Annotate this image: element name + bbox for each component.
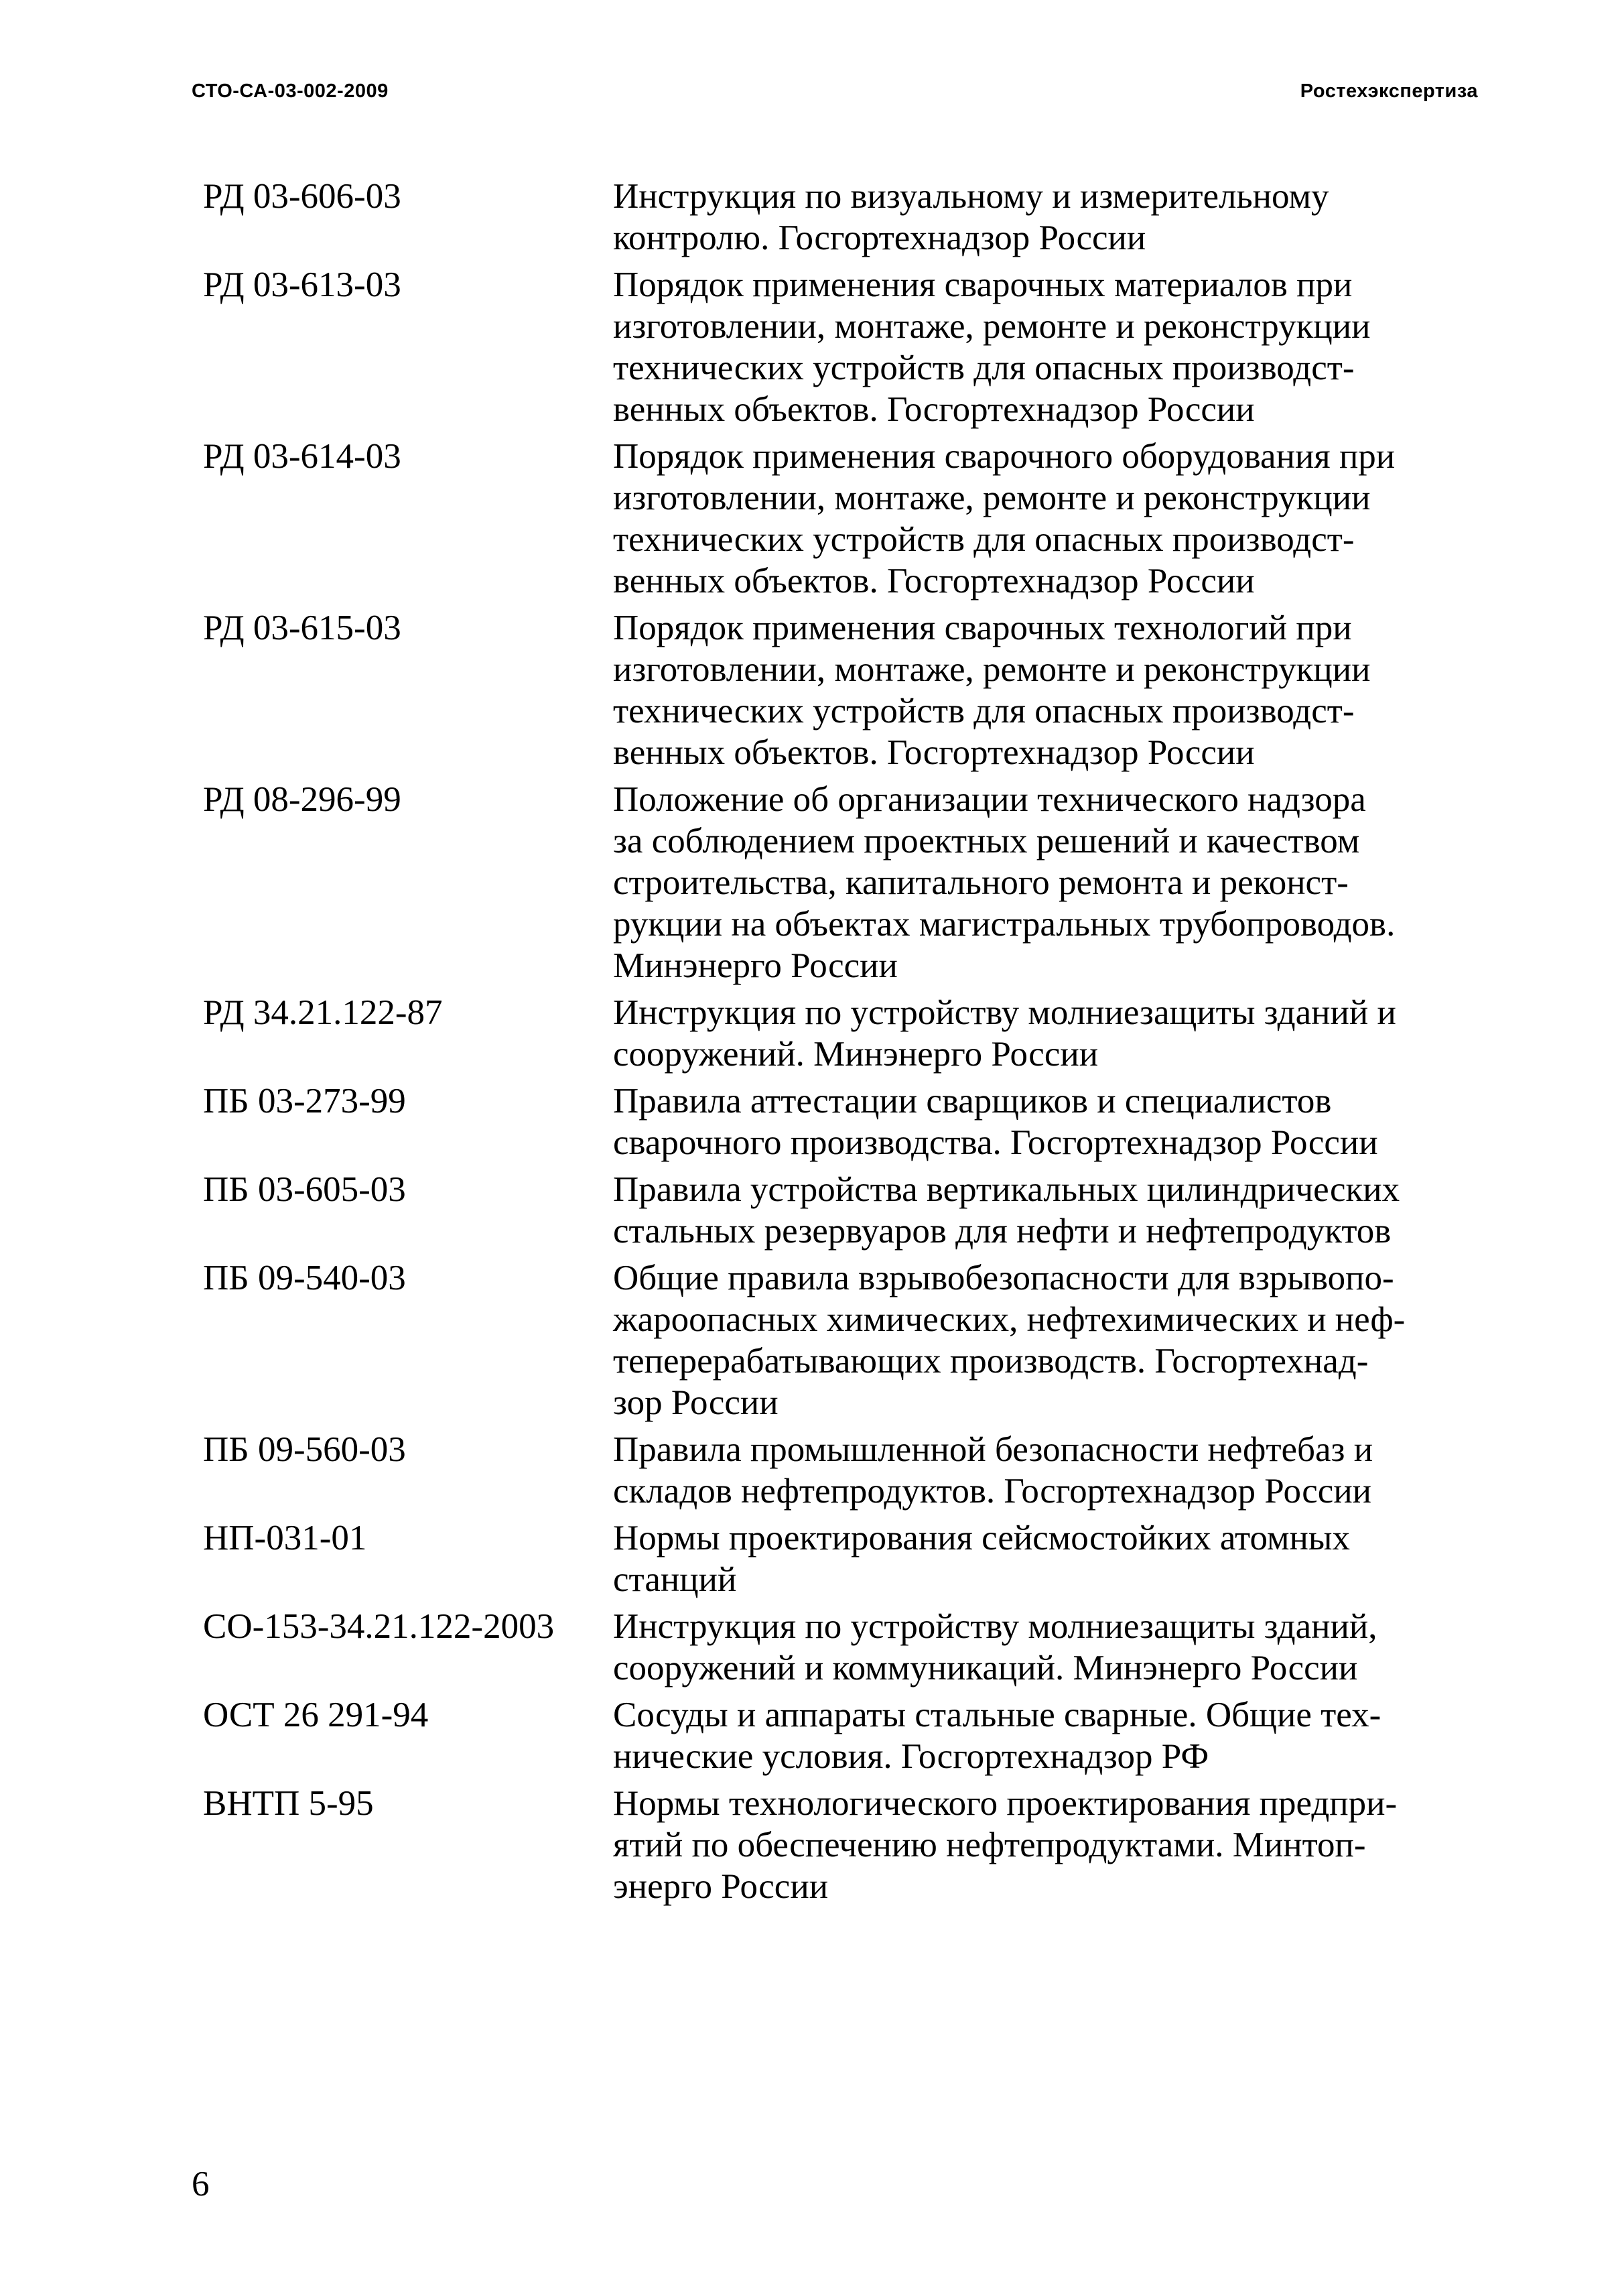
- reference-title: Порядок применения сварочных технологий при изготовлении, монтаже, ремонте и реконструкции технических устройств для опасных производст- венных объектов. Госгортехнадзор России: [613, 609, 1371, 772]
- reference-item: [203, 176, 1493, 259]
- reference-title: Правила промышленной безопасности нефтебаз и складов нефтепродуктов. Госгортехнадзор России: [613, 1430, 1373, 1511]
- reference-code: ПБ 09-540-03: [203, 1259, 406, 1297]
- reference-item: [203, 1783, 1493, 1907]
- reference-title: Инструкция по визуальному и измерительному контролю. Госгортехнадзор России: [613, 177, 1329, 257]
- reference-code: РД 03-615-03: [203, 609, 401, 647]
- page-header: [192, 75, 1478, 107]
- reference-item: [203, 436, 1493, 602]
- organization-name: Ростехэкспертиза: [1300, 80, 1478, 102]
- reference-code: ВНТП 5-95: [203, 1784, 374, 1823]
- reference-title: Нормы проектирования сейсмостойких атомных станций: [613, 1519, 1350, 1599]
- reference-item: [203, 1080, 1493, 1163]
- reference-title: Положение об организации технического надзора за соблюдением проектных решений и качеством строительства, капитального ремонта и реконст- рукции на объектах магистральных трубопроводов. Минэнерго России: [613, 780, 1396, 985]
- reference-title: Порядок применения сварочного оборудования при изготовлении, монтаже, ремонте и реконструкции технических устройств для опасных производст- венных объектов. Госгортехнадзор России: [613, 437, 1396, 600]
- reference-title: Нормы технологического проектирования предпри- ятий по обеспечению нефтепродуктами. Минтоп- энерго России: [613, 1784, 1398, 1906]
- reference-code: ПБ 03-605-03: [203, 1170, 406, 1209]
- reference-title: Сосуды и аппараты стальные сварные. Общие тех- нические условия. Госгортехнадзор РФ: [613, 1696, 1381, 1776]
- reference-code: ПБ 09-560-03: [203, 1430, 406, 1469]
- reference-code: РД 03-606-03: [203, 177, 401, 216]
- reference-title: Общие правила взрывобезопасности для взрывопо- жароопасных химических, нефтехимических и неф- теперерабатывающих производств. Госгортехнад- зор России: [613, 1259, 1406, 1422]
- reference-item: [203, 264, 1493, 430]
- reference-item: [203, 1694, 1493, 1777]
- reference-item: [203, 1169, 1493, 1252]
- reference-code: ПБ 03-273-99: [203, 1082, 406, 1121]
- reference-item: [203, 1257, 1493, 1423]
- normative-references-list: [203, 176, 1493, 1913]
- reference-title: Инструкция по устройству молниезащиты зданий, сооружений и коммуникаций. Минэнерго России: [613, 1607, 1377, 1687]
- reference-item: [203, 1606, 1493, 1689]
- reference-title: Правила устройства вертикальных цилиндрических стальных резервуаров для нефти и нефтепродуктов: [613, 1170, 1400, 1251]
- reference-code: РД 03-613-03: [203, 265, 401, 304]
- reference-title: Инструкция по устройству молниезащиты зданий и сооружений. Минэнерго России: [613, 993, 1396, 1074]
- reference-item: [203, 779, 1493, 986]
- reference-title: Порядок применения сварочных материалов при изготовлении, монтаже, ремонте и реконструкции технических устройств для опасных производст- венных объектов. Госгортехнадзор России: [613, 265, 1371, 429]
- reference-item: [203, 1517, 1493, 1600]
- reference-item: [203, 1429, 1493, 1512]
- reference-code: РД 03-614-03: [203, 437, 401, 476]
- reference-code: РД 08-296-99: [203, 780, 401, 819]
- page-number: 6: [192, 2165, 210, 2204]
- document-code: СТО-СА-03-002-2009: [192, 80, 389, 102]
- reference-code: ОСТ 26 291-94: [203, 1696, 429, 1734]
- reference-code: РД 34.21.122-87: [203, 993, 443, 1032]
- reference-code: СО-153-34.21.122-2003: [203, 1607, 555, 1646]
- reference-title: Правила аттестации сварщиков и специалистов сварочного производства. Госгортехнадзор России: [613, 1082, 1378, 1162]
- reference-item: [203, 607, 1493, 773]
- reference-item: [203, 992, 1493, 1075]
- reference-code: НП-031-01: [203, 1519, 367, 1557]
